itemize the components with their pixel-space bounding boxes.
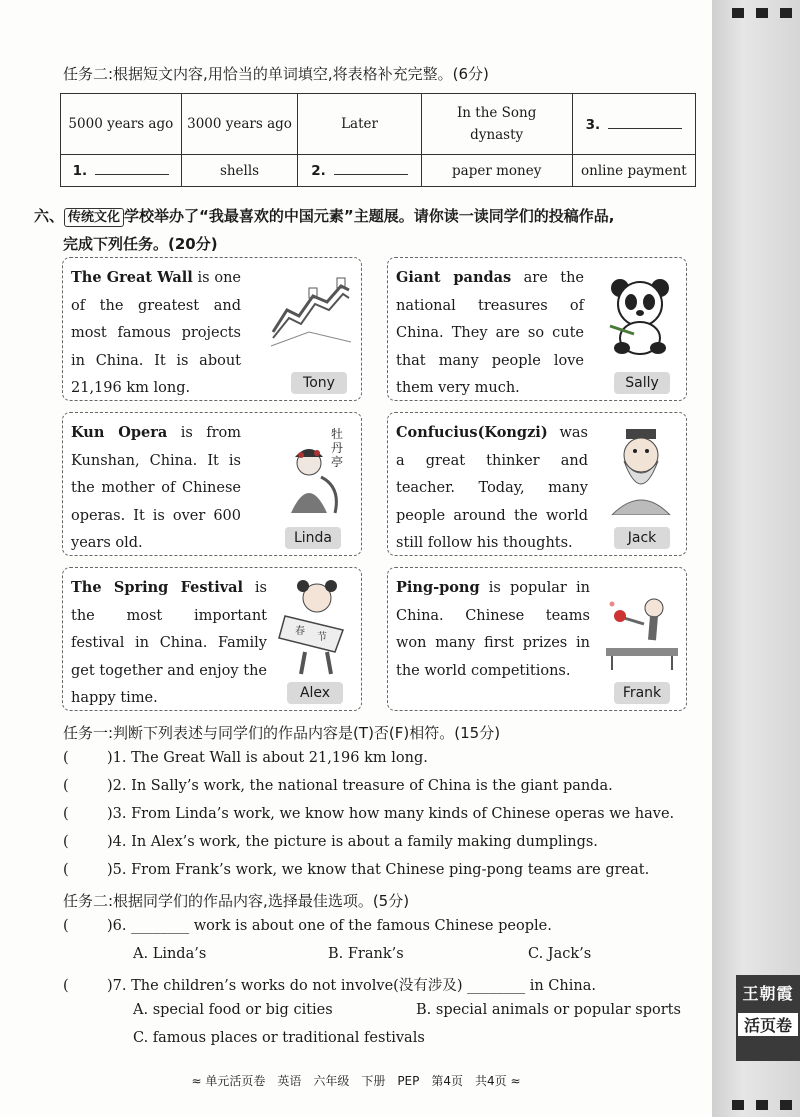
binding-mark bbox=[780, 8, 792, 18]
card-kun-opera bbox=[62, 412, 362, 556]
table-cell: Later bbox=[298, 94, 421, 155]
answer-paren[interactable]: ( bbox=[63, 978, 69, 994]
option-6b[interactable]: B. Frank’s bbox=[328, 946, 404, 962]
binding-mark bbox=[732, 1100, 744, 1110]
tf-question-5[interactable] bbox=[63, 862, 649, 878]
card-pandas bbox=[387, 257, 687, 401]
brand-name: 王朝霞 bbox=[742, 984, 794, 1003]
blank-number: 1. bbox=[72, 163, 88, 179]
card-confucius bbox=[387, 412, 687, 556]
option-6a[interactable]: A. Linda’s bbox=[133, 946, 207, 962]
question-text: )7. The children’s works do not involve(没有涉及) ________ in China. bbox=[107, 978, 596, 994]
answer-paren[interactable]: ( bbox=[63, 918, 69, 934]
card-text bbox=[71, 264, 241, 403]
card-body: are the national treasures of China. They are so cute that many people love them very much. bbox=[396, 270, 584, 396]
blank-line[interactable] bbox=[95, 162, 169, 175]
table-cell: online payment bbox=[572, 155, 695, 187]
option-7b[interactable]: B. special animals or popular sports bbox=[416, 1002, 681, 1018]
card-text bbox=[71, 574, 267, 713]
binding-mark bbox=[756, 8, 768, 18]
author-label: Frank bbox=[614, 682, 670, 704]
mc-question-6[interactable] bbox=[63, 918, 552, 934]
question-text: )3. From Linda’s work, we know how many kinds of Chinese operas we have. bbox=[107, 806, 675, 822]
option-7a[interactable]: A. special food or big cities bbox=[133, 1002, 333, 1018]
tf-question-1[interactable] bbox=[63, 750, 428, 766]
table-cell-blank[interactable] bbox=[61, 155, 182, 187]
author-label: Linda bbox=[285, 527, 341, 549]
blank-number: 3. bbox=[585, 116, 601, 133]
table-cell-blank[interactable] bbox=[298, 155, 421, 187]
card-body: is the most important festival in China. Family get together and enjoy the happy time. bbox=[71, 580, 267, 706]
table-cell: paper money bbox=[421, 155, 572, 187]
author-label: Jack bbox=[614, 527, 670, 549]
task2-heading: 任务二:根据同学们的作品内容,选择最佳选项。(5分) bbox=[63, 892, 410, 910]
binding-mark bbox=[756, 1100, 768, 1110]
answer-paren[interactable]: ( bbox=[63, 834, 69, 850]
svg-text:春: 春 bbox=[295, 626, 305, 637]
tf-question-2[interactable] bbox=[63, 778, 613, 794]
card-body: is one of the greatest and most famous projects in China. It is about 21,196 km long. bbox=[71, 270, 242, 396]
answer-paren[interactable]: ( bbox=[63, 778, 69, 794]
task2-top-heading: 任务二:根据短文内容,用恰当的单词填空,将表格补充完整。(6分) bbox=[63, 65, 489, 83]
question-text: )6. ________ work is about one of the famous Chinese people. bbox=[107, 918, 552, 934]
ping-pong-icon bbox=[604, 596, 680, 672]
question-text: )4. In Alex’s work, the picture is about a family making dumplings. bbox=[107, 834, 598, 850]
opera-label: 牡丹亭 bbox=[331, 427, 344, 469]
author-label: Sally bbox=[614, 372, 670, 394]
section-intro: 学校举办了“我最喜欢的中国元素”主题展。请你读一读同学们的投稿作品, bbox=[124, 207, 615, 225]
binding-mark bbox=[732, 8, 744, 18]
card-spring-festival bbox=[62, 567, 362, 711]
question-text: )2. In Sally’s work, the national treasure of China is the giant panda. bbox=[107, 778, 613, 794]
culture-tag: 传统文化 bbox=[64, 208, 124, 227]
child-scroll-icon bbox=[277, 576, 355, 676]
page-footer: ≈ 单元活页卷 英语 六年级 下册 PEP 第4页 共4页 ≈ bbox=[191, 1074, 521, 1088]
task1-heading: 任务一:判断下列表述与同学们的作品内容是(T)否(F)相符。(15分) bbox=[63, 724, 501, 742]
brand-subtitle: 活页卷 bbox=[738, 1013, 798, 1036]
svg-text:节: 节 bbox=[317, 632, 327, 643]
blank-line[interactable] bbox=[608, 116, 682, 129]
brand-logo bbox=[736, 975, 800, 1061]
card-ping-pong bbox=[387, 567, 687, 711]
binding-strip bbox=[712, 0, 800, 1117]
card-title: Kun Opera bbox=[71, 424, 168, 441]
question-text: )1. The Great Wall is about 21,196 km long. bbox=[107, 750, 428, 766]
answer-paren[interactable]: ( bbox=[63, 750, 69, 766]
fill-in-table bbox=[60, 93, 696, 187]
table-cell: shells bbox=[181, 155, 298, 187]
card-great-wall bbox=[62, 257, 362, 401]
question-text: )5. From Frank’s work, we know that Chinese ping-pong teams are great. bbox=[107, 862, 650, 878]
answer-paren[interactable]: ( bbox=[63, 862, 69, 878]
author-label: Tony bbox=[291, 372, 347, 394]
author-label: Alex bbox=[287, 682, 343, 704]
card-title: The Spring Festival bbox=[71, 579, 244, 596]
card-title: Giant pandas bbox=[396, 269, 512, 286]
table-cell: In the Song dynasty bbox=[421, 94, 572, 155]
section6-intro-line2: 完成下列任务。(20分) bbox=[63, 235, 218, 253]
blank-number: 2. bbox=[311, 163, 326, 179]
great-wall-icon bbox=[269, 272, 353, 350]
mc-question-7[interactable] bbox=[63, 974, 596, 995]
table-cell-blank[interactable] bbox=[572, 94, 695, 155]
card-title: The Great Wall bbox=[71, 269, 193, 286]
card-text bbox=[396, 264, 584, 403]
card-title: Confucius(Kongzi) bbox=[396, 424, 548, 441]
answer-paren[interactable]: ( bbox=[63, 806, 69, 822]
card-text bbox=[396, 419, 588, 558]
table-cell: 3000 years ago bbox=[181, 94, 298, 155]
card-title: Ping-pong bbox=[396, 579, 480, 596]
panda-icon bbox=[604, 276, 676, 356]
binding-mark bbox=[780, 1100, 792, 1110]
card-body: is from Kunshan, China. It is the mother of Chinese operas. It is over 600 years old. bbox=[71, 425, 242, 551]
confucius-icon bbox=[606, 427, 676, 515]
card-text bbox=[396, 574, 590, 685]
card-text bbox=[71, 419, 241, 558]
option-7c[interactable]: C. famous places or traditional festivals bbox=[133, 1030, 425, 1046]
table-cell: 5000 years ago bbox=[61, 94, 182, 155]
blank-line[interactable] bbox=[334, 162, 408, 175]
card-body: is popular in China. Chinese teams won many first prizes in the world competitions. bbox=[396, 580, 590, 679]
card-body: was a great thinker and teacher. Today, many people around the world still follow his thoughts. bbox=[396, 425, 588, 551]
tf-question-4[interactable] bbox=[63, 834, 598, 850]
section6-heading bbox=[34, 205, 614, 227]
tf-question-3[interactable] bbox=[63, 806, 674, 822]
section-number: 六、 bbox=[34, 207, 65, 225]
option-6c[interactable]: C. Jack’s bbox=[528, 946, 592, 962]
